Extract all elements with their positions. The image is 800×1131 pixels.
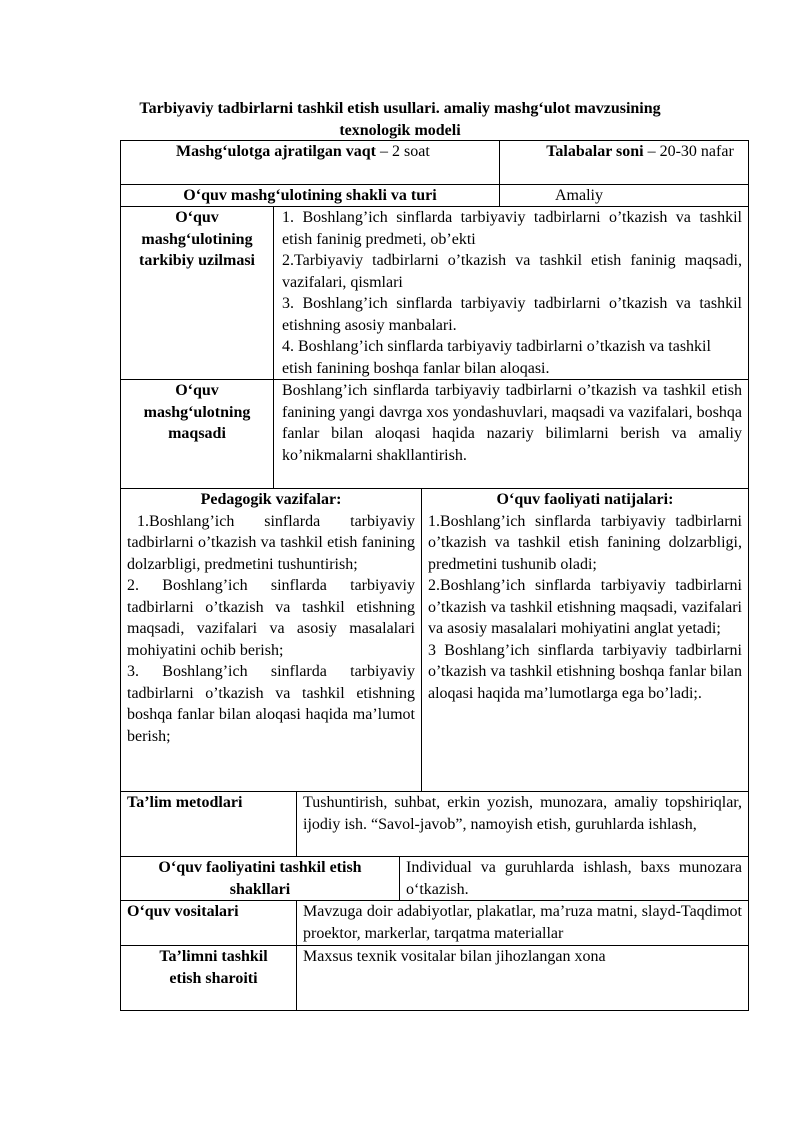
row-goal — [120, 379, 749, 488]
pedagogical-task-item: 1.Boshlang’ich sinflarda tarbiyaviy tadbirlarni o’tkazish va tashkil etish fanining dolzarbligi, predmetini tushuntirish; — [127, 512, 415, 573]
activity-forms-text: Individual va guruhlarda ishlash, baxs munozara o‘tkazish. — [399, 857, 748, 900]
structure-list — [273, 207, 748, 379]
row-methods — [120, 791, 749, 856]
row-tools — [120, 900, 749, 945]
row-structure — [120, 206, 749, 379]
pedagogical-tasks — [121, 489, 421, 791]
pedagogical-task-item: 2. Boshlang’ich sinflarda tarbiyaviy tadbirlarni o’tkazish va tashkil etishning maqsadi, vazifalari va asosiy masalalari mohiyatini ochib berish; — [127, 577, 415, 659]
structure-item: 1. Boshlang’ich sinflarda tarbiyaviy tadbirlarni o’tkazish va tashkil etish faninig predmeti, ob’ekti — [282, 209, 742, 248]
methods-label: Ta’lim metodlari — [127, 794, 243, 811]
time-value: – 2 soat — [376, 143, 430, 160]
conditions-label: Ta’limni tashkil etish sharoiti — [159, 948, 268, 987]
tools-text: Mavzuga doir adabiyotlar, plakatlar, ma’ruza matni, slayd-Taqdimot proektor, markerlar, tarqatma materiallar — [296, 901, 748, 945]
methods-text: Tushuntirish, suhbat, erkin yozish, munozara, amaliy topshiriqlar, ijodiy ish. “Savol-javob”, namoyish etish, guruhlarda ishlash, — [296, 792, 748, 856]
learning-results-heading: O‘quv faoliyati natijalari: — [496, 491, 674, 508]
pedagogical-task-item: 3. Boshlang’ich sinflarda tarbiyaviy tadbirlarni o’tkazish va tashkil etishning boshqa fanlar bilan aloqasi haqida ma’lumot berish; — [127, 663, 415, 745]
time-cell — [121, 141, 499, 184]
document-title: Tarbiyaviy tadbirlarni tashkil etish usullari. amaliy mashg‘ulot mavzusining texnologik modeli — [139, 100, 661, 139]
students-cell — [499, 141, 748, 184]
goal-label: O‘quv mashg‘ulotning maqsadi — [143, 382, 251, 442]
row-time-students — [120, 140, 749, 184]
activity-forms-label: O‘quv faoliyatini tashkil etish shakllari — [158, 859, 362, 898]
time-label: Mashg‘ulotga ajratilgan vaqt — [176, 143, 376, 160]
goal-text: Boshlang’ich sinflarda tarbiyaviy tadbirlarni o’tkazish va tashkil etish fanining yangi davrga xos yondashuvlari, maqsadi va vazifalari, boshqa fanlar bilan aloqasi haqida nazariy bilimlarni berish va amaliy ko’nikmalarni shakllantirish. — [273, 380, 748, 488]
students-value: – 20-30 nafar — [643, 143, 734, 160]
students-label: Talabalar soni — [546, 143, 644, 160]
row-form-type — [120, 184, 749, 206]
tools-label: O‘quv vositalari — [127, 903, 239, 920]
row-activity-forms — [120, 856, 749, 900]
form-type-value: Amaliy — [499, 185, 748, 206]
learning-result-item: 2.Boshlang’ich sinflarda tarbiyaviy tadbirlarni o’tkazish va tashkil etishning maqsadi, vazifalari va asosiy masalalari mohiyatini anglat yetadi; — [428, 577, 742, 637]
pedagogical-tasks-heading: Pedagogik vazifalar: — [200, 491, 342, 508]
row-conditions — [120, 945, 749, 1011]
learning-result-item: 1.Boshlang’ich sinflarda tarbiyaviy tadbirlarni o’tkazish va tashkil etish fanining dolzarbligi, predmetini tushunib oladi; — [428, 512, 742, 573]
conditions-text: Maxsus texnik vositalar bilan jihozlangan xona — [296, 946, 748, 1010]
structure-item: 4. Boshlang’ich sinflarda tarbiyaviy tadbirlarni o’tkazish va tashkil etish fanining boshqa fanlar bilan aloqasi. — [282, 338, 711, 377]
structure-item: 2.Tarbiyaviy tadbirlarni o’tkazish va tashkil etish faninig maqsadi, vazifalari, qismlari — [282, 252, 742, 291]
row-tasks-results — [120, 488, 749, 791]
structure-label: O‘quv mashg‘ulotining tarkibiy uzilmasi — [138, 209, 255, 269]
form-type-label: O‘quv mashg‘ulotining shakli va turi — [183, 187, 437, 204]
learning-results — [421, 489, 748, 791]
structure-item: 3. Boshlang’ich sinflarda tarbiyaviy tadbirlarni o’tkazish va tashkil etishning asosiy manbalari. — [282, 295, 742, 334]
learning-result-item: 3 Boshlang’ich sinflarda tarbiyaviy tadbirlarni o’tkazish va tashkil etishning boshqa fanlar bilan aloqasi haqida ma’lumotlarga ega bo’ladi;. — [428, 641, 742, 702]
